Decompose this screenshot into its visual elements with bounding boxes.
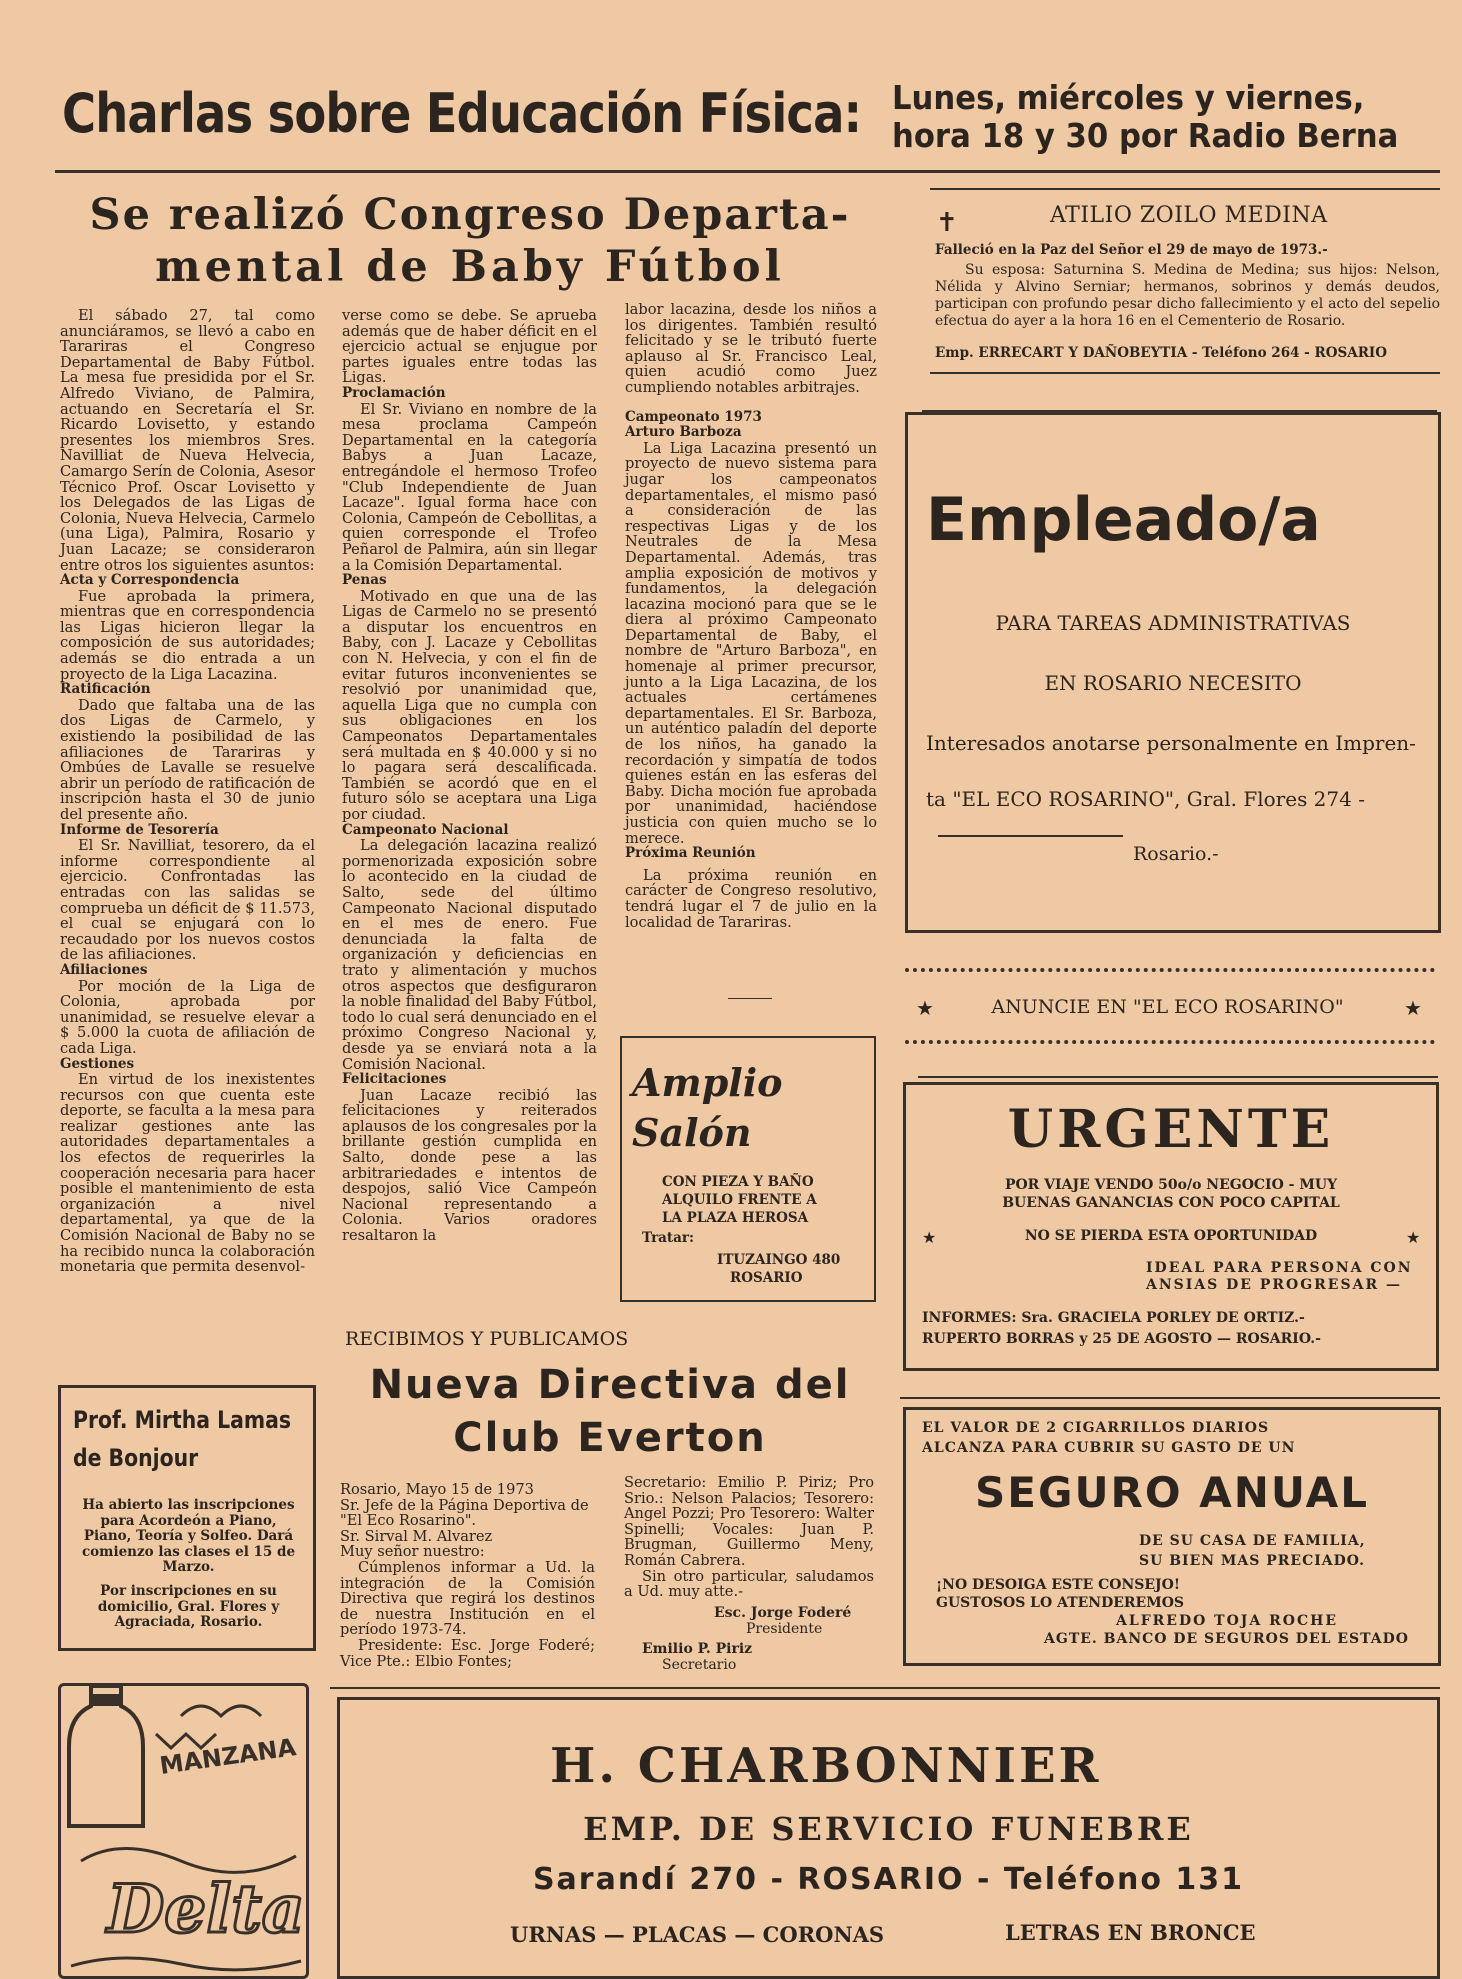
congreso-column-3 bbox=[625, 302, 877, 930]
seguro-line6: GUSTOSOS LO ATENDEREMOS bbox=[936, 1595, 1184, 1611]
masthead-line2: hora 18 y 30 por Radio Berna bbox=[892, 116, 1399, 155]
seguro-line5: ¡NO DESOIGA ESTE CONSEJO! bbox=[936, 1577, 1180, 1593]
subhead: Proclamación bbox=[342, 384, 446, 401]
paragraph: verse como se debe. Se aprueba además que de haber déficit en el ejercicio actual se enjugue por partes iguales entre todas las Ligas. bbox=[342, 307, 597, 387]
urgente-line7: RUPERTO BORRAS y 25 DE AGOSTO — ROSARIO.- bbox=[922, 1331, 1321, 1347]
salon-line6: ROSARIO bbox=[730, 1270, 803, 1286]
salon-line2: ALQUILO FRENTE A bbox=[662, 1192, 817, 1208]
anuncie-text: ANUNCIE EN "EL ECO ROSARINO" bbox=[991, 996, 1344, 1018]
seguro-line3: DE SU CASA DE FAMILIA, bbox=[1139, 1533, 1366, 1549]
salon-line4: Tratar: bbox=[642, 1230, 695, 1246]
charbonnier-ad bbox=[337, 1697, 1440, 1979]
dotted-rule bbox=[905, 1040, 1435, 1044]
paragraph: Cúmplenos informar a Ud. la integración de la Comisión Directiva que regirá los destinos de nuestra Institución en el período 1973-74. bbox=[340, 1558, 595, 1639]
subhead: Gestiones bbox=[60, 1055, 135, 1072]
obituary-body: Su esposa: Saturnina S. Medina de Medina; sus hijos: Nelson, Nélida y Alvino Serniar; hermanos, sobrinos y demás deudos, participan con profundo pesar dicho fallecimiento y el acto del sepelio efectua do ayer a la hora 16 en el Cementerio de Rosario. bbox=[935, 262, 1440, 329]
everton-column-2 bbox=[624, 1475, 874, 1600]
paragraph: La próxima reunión en carácter de Congreso resolutivo, tendrá lugar el 7 de julio en la localidad de Tarariras. bbox=[625, 866, 877, 931]
obituary-line1: Falleció en la Paz del Señor el 29 de mayo de 1973.- bbox=[935, 242, 1328, 258]
paragraph: Motivado en que una de las Ligas de Carmelo no se presentó a disputar los encuentros en Baby, con J. Lacaze y Cebollitas con N. Helvecia, y con el fin de evitar futuros inconvenientes se resolvió por unanimidad que, aquella Liga que no cumpla con sus obligaciones en los Campeonatos Departamentales será multada en $ 40.000 y si no lo pagara será descalificada. También se acordó que en el futuro sólo se aceptara una Liga por ciudad. bbox=[342, 587, 597, 823]
salon-line1: CON PIEZA Y BAÑO bbox=[662, 1174, 814, 1190]
empleado-line4: ta "EL ECO ROSARINO", Gral. Flores 274 - bbox=[926, 787, 1365, 811]
paragraph: El sábado 27, tal como anunciáramos, se llevó a cabo en Tarariras el Congreso Departamental de Baby Fútbol. La mesa fue presidida por el Sr. Alfredo Viviano, de Palmira, actuando en Secretaría el Sr. Ricardo Lovisetto, y estando presentes los miembros Sres. Navilliat de Nueva Helvecia, Camargo Serín de Colonia, Asesor Técnico Prof. Oscar Lovisetto y los Delegados de las Ligas de Colonia, Nueva Helvecia, Carmelo (una Liga), Palmira, Rosario y Juan Lacaze; se consideraron entre otros los siguientes asuntos: bbox=[60, 307, 315, 574]
obituary-bottom-rule bbox=[930, 372, 1440, 374]
dotted-rule bbox=[905, 968, 1435, 972]
empleado-line3: Interesados anotarse personalmente en Impren- bbox=[926, 731, 1416, 755]
everton-column-1 bbox=[340, 1482, 595, 1669]
subhead: Afiliaciones bbox=[60, 961, 148, 978]
mirtha-name-2: de Bonjour bbox=[73, 1444, 199, 1472]
empleado-line5: Rosario.- bbox=[1133, 843, 1219, 865]
obituary-name: ATILIO ZOILO MEDINA bbox=[1050, 203, 1328, 228]
empleado-line1: PARA TAREAS ADMINISTRATIVAS bbox=[995, 611, 1351, 635]
subhead: Campeonato 1973 bbox=[625, 408, 762, 425]
obituary-firm: Emp. ERRECART Y DAÑOBEYTIA - Teléfono 264 - ROSARIO bbox=[935, 345, 1387, 361]
seguro-line8: AGTE. BANCO DE SEGUROS DEL ESTADO bbox=[1044, 1631, 1409, 1647]
letter-header: Rosario, Mayo 15 de 1973 Sr. Jefe de la Página Deportiva de "El Eco Rosarino". Sr. Sirval M. Alvarez Muy señor nuestro: bbox=[340, 1481, 589, 1561]
subhead: Acta y Correspondencia bbox=[60, 572, 240, 589]
urgente-line5: ANSIAS DE PROGRESAR — bbox=[1146, 1277, 1402, 1293]
divider bbox=[330, 1687, 1440, 1689]
charbonnier-line4: LETRAS EN BRONCE bbox=[1005, 1920, 1256, 1945]
congreso-column-2 bbox=[342, 308, 597, 1244]
paragraph: Sin otro particular, saludamos a Ud. muy atte.- bbox=[624, 1567, 874, 1601]
star-icon: ★ bbox=[916, 996, 934, 1020]
charbonnier-line1: EMP. DE SERVICIO FUNEBRE bbox=[583, 1810, 1194, 1848]
seguro-line4: SU BIEN MAS PRECIADO. bbox=[1139, 1553, 1366, 1569]
subhead: Ratificación bbox=[60, 681, 151, 698]
urgente-line1: POR VIAJE VENDO 50o/o NEGOCIO - MUY bbox=[1004, 1177, 1338, 1193]
mirtha-name-1: Prof. Mirtha Lamas bbox=[73, 1406, 292, 1434]
everton-kicker: RECIBIMOS Y PUBLICAMOS bbox=[345, 1328, 629, 1350]
delta-ad bbox=[58, 1683, 309, 1979]
brand-logo: Delta bbox=[107, 1870, 305, 1948]
salon-line3: LA PLAZA HEROSA bbox=[662, 1210, 809, 1226]
signature-2: Emilio P. Piriz bbox=[642, 1641, 753, 1657]
paragraph: Por moción de la Liga de Colonia, aprobada por unanimidad, se resuelve elevar a $ 5.000 la cuota de afiliación de cada Liga. bbox=[60, 977, 315, 1057]
flavor-label: MANZANA bbox=[157, 1733, 298, 1780]
urgente-ad bbox=[903, 1082, 1439, 1371]
charbonnier-title: H. CHARBONNIER bbox=[550, 1738, 1102, 1794]
congreso-headline-1: Se realizó Congreso Departa- bbox=[89, 190, 851, 240]
congreso-headline-2: mental de Baby Fútbol bbox=[155, 242, 785, 292]
empleado-line2: EN ROSARIO NECESITO bbox=[1044, 671, 1302, 695]
star-icon: ★ bbox=[1404, 996, 1422, 1020]
signature-1: Esc. Jorge Foderé bbox=[714, 1605, 852, 1621]
subhead: Próxima Reunión bbox=[625, 845, 756, 862]
masthead-rule bbox=[55, 170, 1440, 173]
paragraph: Dado que faltaba una de las dos Ligas de Carmelo, y existiendo la posibilidad de las afiliaciones de Tarariras y Ombúes de Lavalle se resuelve abrir un período de ratificación de inscripción hasta el 30 de junio del presente año. bbox=[60, 696, 315, 823]
paragraph: En virtud de los inexistentes recursos con que cuenta este deporte, se faculta a la mesa para realizar gestiones ante las autoridades departamentales a los efectos de requerirles la cooperación necesaria para hacer posible el mantenimiento de esta organización a nivel departamental, ya que de la Comisión Nacional de Baby no se ha recibido nunca la colaboración monetaria que permita desenvol- bbox=[60, 1071, 315, 1276]
paragraph: La delegación lacazina realizó pormenorizada exposición sobre lo acontecido en la ciudad de Salto, sede del último Campeonato Nacional disputado en el mes de enero. Fue denunciada la falta de organización y deficiencias en trato y alimentación y muchos otros aspectos que desfiguraron la noble finalidad del Baby Fútbol, todo lo cual será denunciado en el próximo Congreso Nacional y, desde ya se enviará nota a la Comisión Nacional. bbox=[342, 837, 597, 1073]
urgente-line3: NO SE PIERDA ESTA OPORTUNIDAD bbox=[1024, 1228, 1318, 1244]
urgente-line2: BUENAS GANANCIAS CON POCO CAPITAL bbox=[1002, 1195, 1340, 1211]
seguro-line7: ALFREDO TOJA ROCHE bbox=[1116, 1613, 1339, 1629]
masthead-title: Charlas sobre Educación Física: bbox=[62, 82, 862, 145]
paragraph: Juan Lacaze recibió las felicitaciones y reiterados aplausos de los congresales por la brillante gestión cumplida en Salto, donde pese a las arbitrariedades e intentos de despojos, salió Vice Campeón Nacional representando a Colonia. Varios oradores resaltaron la bbox=[342, 1086, 597, 1245]
subhead: Campeonato Nacional bbox=[342, 821, 509, 838]
subhead: Informe de Tesorería bbox=[60, 821, 219, 838]
masthead-line1: Lunes, miércoles y viernes, bbox=[892, 78, 1365, 117]
paragraph: labor lacazina, desde los niños a los dirigentes. También resultó felicitado y se le tributó fuerte aplauso al Sr. Francisco Leal, quien acudió como Juez cumpliendo notables arbitrajes. bbox=[625, 301, 877, 396]
cross-icon: ✝ bbox=[936, 208, 958, 238]
congreso-column-1 bbox=[60, 308, 315, 1275]
paragraph: Secretario: Emilio P. Piriz; Pro Srio.: Nelson Palacios; Tesorero: Angel Pozzi; Pro Tesorero: Walter Spinelli; Vocales: Juan P. Brugman, Guillermo Meny, Román Cabrera. bbox=[624, 1474, 874, 1569]
urgente-title: URGENTE bbox=[1007, 1099, 1335, 1160]
mirtha-body: Ha abierto las inscripciones para Acordeón a Piano, Piano, Teoría y Solfeo. Dará comienzo las clases el 15 de Marzo. bbox=[81, 1497, 296, 1575]
mirtha-body-2: Por inscripciones en su domicilio, Gral. Flores y Agraciada, Rosario. bbox=[97, 1583, 280, 1630]
charbonnier-line3: URNAS — PLACAS — CORONAS bbox=[510, 1922, 885, 1947]
everton-headline-2: Club Everton bbox=[453, 1415, 767, 1461]
seguro-title: SEGURO ANUAL bbox=[975, 1468, 1369, 1517]
paragraph: La Liga Lacazina presentó un proyecto de nuevo sistema para jugar los campeonatos departamentales, el mismo pasó a consideración de las respectivas Ligas y de los Neutrales de la Mesa Departamental. Además, tras amplia exposición de motivos y fundamentos, la delegación lacazina mocionó para que se le diera al próximo Campeonato Departamental de Baby, el nombre de "Arturo Barboza", en homenaje al primer precursor, junto a la Liga Lacazina, de los actuales certámenes departamentales. El Sr. Barboza, un auténtico paladín del deporte de los niños, ha ganado la recordación y simpatía de todos quienes están en las esferas del Baby. Dicha moción fue aprobada por unanimidad, haciéndose justicia con quien mucho se lo merece. bbox=[625, 439, 877, 847]
star-icon: ★ bbox=[922, 1228, 937, 1247]
seguro-line1: EL VALOR DE 2 CIGARRILLOS DIARIOS bbox=[922, 1420, 1270, 1436]
seguro-line2: ALCANZA PARA CUBRIR SU GASTO DE UN bbox=[922, 1440, 1296, 1456]
salon-line5: ITUZAINGO 480 bbox=[717, 1252, 841, 1268]
obituary-top-rule bbox=[930, 188, 1440, 190]
bottle-illustration bbox=[61, 1686, 306, 1976]
everton-headline-1: Nueva Directiva del bbox=[369, 1362, 851, 1408]
paragraph: Fue aprobada la primera, mientras que en correspondencia las Ligas hicieron llegar la composición de sus autoridades; además se dio entrada a un proyecto de la Liga Lacazina. bbox=[60, 587, 315, 683]
paragraph: El Sr. Navilliat, tesorero, da el informe correspondiente al ejercicio. Confrontadas las entradas con las salidas se comprueba un déficit de $ 11.573, el cual se enjugará con lo recaudado por los nuevos costos de las afiliaciones. bbox=[60, 837, 315, 964]
salon-title-1: Amplio bbox=[632, 1060, 783, 1105]
divider bbox=[938, 835, 1123, 837]
urgente-line6: INFORMES: Sra. GRACIELA PORLEY DE ORTIZ.- bbox=[922, 1310, 1305, 1326]
divider bbox=[918, 1076, 1438, 1078]
star-icon: ★ bbox=[1406, 1228, 1421, 1247]
salon-title-2: Salón bbox=[632, 1110, 752, 1155]
charbonnier-line2: Sarandí 270 - ROSARIO - Teléfono 131 bbox=[532, 1862, 1245, 1897]
paragraph: El Sr. Viviano en nombre de la mesa proclama Campeón Departamental en la categoría Babys a Juan Lacaze, entregándole el hermoso Trofeo "Club Independiente de Juan Lacaze". Igual forma hace con Colonia, Campeón de Cebollitas, a quien corresponde el Trofeo Peñarol de Palmira, aún sin llegar a la Comisión Departamental. bbox=[342, 400, 597, 574]
subhead: Penas bbox=[342, 572, 387, 589]
signature-1-title: Presidente bbox=[746, 1621, 823, 1637]
seguro-ad bbox=[903, 1407, 1441, 1666]
mirtha-ad bbox=[58, 1385, 316, 1651]
urgente-line4: IDEAL PARA PERSONA CON bbox=[1146, 1260, 1413, 1276]
empleado-title: Empleado/a bbox=[926, 485, 1321, 555]
paragraph: Presidente: Esc. Jorge Foderé; Vice Pte.: Elbio Fontes; bbox=[340, 1636, 595, 1670]
subhead: Arturo Barboza bbox=[625, 424, 742, 441]
empleado-ad bbox=[905, 412, 1441, 933]
end-mark bbox=[728, 998, 772, 999]
divider bbox=[900, 1397, 1440, 1399]
signature-2-title: Secretario bbox=[662, 1657, 737, 1673]
subhead: Felicitaciones bbox=[342, 1071, 447, 1088]
salon-ad bbox=[620, 1036, 876, 1302]
